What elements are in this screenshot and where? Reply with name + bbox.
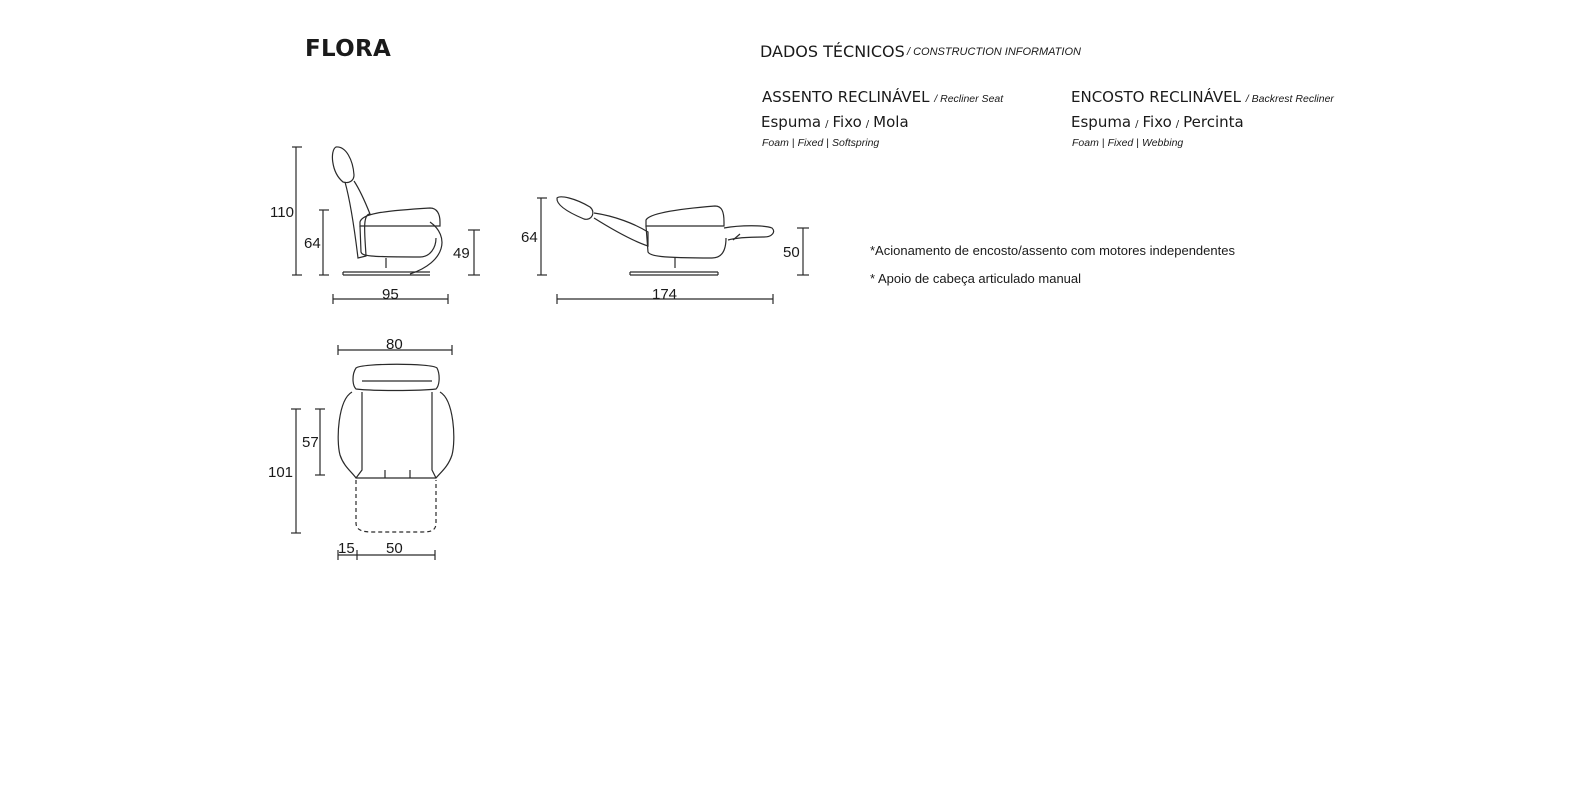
seat-material-spring-en: Softspring — [832, 137, 880, 149]
dim-label-57: 57 — [302, 434, 319, 451]
dim-label-50: 50 — [386, 540, 403, 557]
note-headrest: * Apoio de cabeça articulado manual — [870, 271, 1082, 286]
dim-label-49: 49 — [453, 245, 470, 262]
dim-label-174: 174 — [652, 286, 678, 303]
dim-label-95: 95 — [382, 286, 399, 303]
chair-reclined-view — [557, 197, 774, 275]
chair-side-view — [332, 147, 442, 275]
seat-heading-en: / Recliner Seat — [934, 93, 1004, 105]
tech-section-subtitle: / CONSTRUCTION INFORMATION — [907, 46, 1081, 58]
dim-label-r64: 64 — [521, 229, 538, 246]
seat-material-foam: Espuma — [761, 113, 822, 131]
backrest-material-webbing-en: Webbing — [1142, 137, 1184, 149]
seat-material-spring: Mola — [873, 113, 909, 131]
chair-top-view — [338, 364, 454, 532]
backrest-material-fixed-en: Fixed — [1107, 137, 1134, 149]
backrest-material-fixed: Fixo — [1142, 113, 1172, 131]
dim-label-80: 80 — [386, 336, 403, 353]
note-motors: *Acionamento de encosto/assento com motores independentes — [870, 243, 1235, 258]
backrest-materials-en: Foam | Fixed | Webbing — [1072, 137, 1184, 149]
dim-label-64: 64 — [304, 235, 321, 252]
tech-section-title: DADOS TÉCNICOS — [760, 42, 905, 61]
seat-material-fixed: Fixo — [832, 113, 862, 131]
seat-material-foam-en: Foam — [762, 137, 789, 149]
backrest-materials: Espuma / Fixo / Percinta — [1071, 113, 1244, 131]
product-title: FLORA — [305, 36, 392, 62]
dim-label-101: 101 — [268, 464, 294, 481]
seat-materials-en: Foam | Fixed | Softspring — [762, 137, 880, 149]
seat-heading-pt: ASSENTO RECLINÁVEL — [762, 88, 930, 106]
dim-label-15: 15 — [338, 540, 355, 557]
dim-label-r50: 50 — [783, 244, 800, 261]
backrest-material-webbing: Percinta — [1183, 113, 1244, 131]
seat-material-fixed-en: Fixed — [797, 137, 824, 149]
backrest-heading-pt: ENCOSTO RECLINÁVEL — [1071, 88, 1242, 106]
seat-materials: Espuma / Fixo / Mola — [761, 113, 909, 131]
dim-label-110: 110 — [270, 204, 294, 221]
backrest-material-foam-en: Foam — [1072, 137, 1099, 149]
backrest-material-foam: Espuma — [1071, 113, 1132, 131]
backrest-heading-en: / Backrest Recliner — [1245, 93, 1334, 105]
